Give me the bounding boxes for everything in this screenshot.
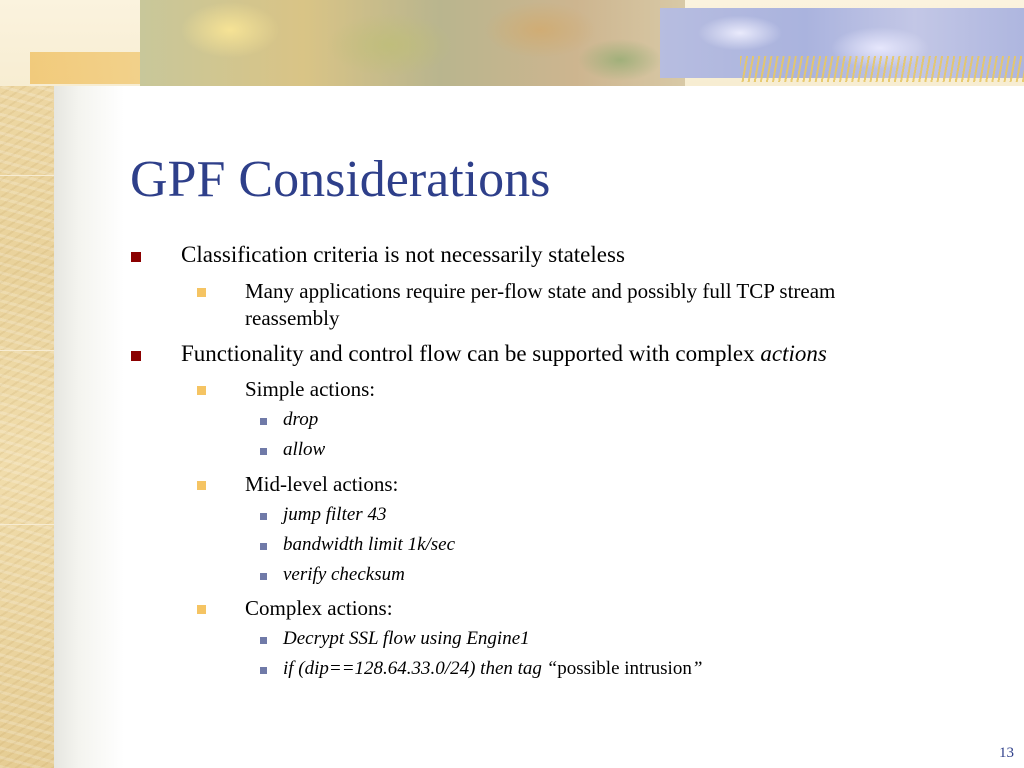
sub-bullet-square-icon [197,481,206,490]
sub-bullet-square-icon [197,605,206,614]
strip-seam [0,175,54,176]
banner-grass-image [740,56,1024,82]
sub-bullet-text: Mid-level actions: [245,472,399,496]
action-item-plain: possible intrusion [557,658,692,679]
sub-sub-bullet-square-icon [260,418,267,425]
action-item: allow [283,439,326,460]
bullet-text [181,341,827,367]
bullet-square-icon [131,252,141,262]
sub-sub-bullet-square-icon [260,573,267,580]
action-item-suffix: ” [691,658,703,679]
strip-seam [0,350,54,351]
action-item: verify checksum [283,564,405,585]
strip-seam [0,524,54,525]
bullet-text-plain: Functionality and control flow can be supported with complex [181,341,761,366]
bullet-text-italic: actions [760,341,827,366]
sub-bullet-text: Simple actions: [245,377,376,401]
sub-bullet-text-continued: reassembly [245,306,340,330]
top-decorative-banner [0,0,1024,86]
sub-bullet-text: Complex actions: [245,596,393,620]
banner-leaf-image [140,0,685,86]
action-item: drop [283,409,319,430]
sub-sub-bullet-square-icon [260,513,267,520]
action-item: bandwidth limit 1k/sec [283,534,456,555]
action-item: Decrypt SSL flow using Engine1 [283,628,530,649]
page-number: 13 [999,745,1014,761]
bullet-square-icon [131,351,141,361]
left-decorative-strip [0,0,54,768]
sub-sub-bullet-square-icon [260,543,267,550]
action-item: jump filter 43 [283,504,387,525]
sub-bullet-square-icon [197,386,206,395]
sub-bullet-text: Many applications require per-flow state and possibly full TCP stream [245,279,836,303]
sub-bullet-square-icon [197,288,206,297]
bullet-text: Classification criteria is not necessarily stateless [181,242,625,267]
slide-title: GPF Considerations [130,151,551,208]
sub-sub-bullet-square-icon [260,667,267,674]
sub-sub-bullet-square-icon [260,448,267,455]
action-item [283,658,702,680]
action-item-prefix: if (dip==128.64.33.0/24) then tag “ [283,658,558,679]
sub-sub-bullet-square-icon [260,637,267,644]
